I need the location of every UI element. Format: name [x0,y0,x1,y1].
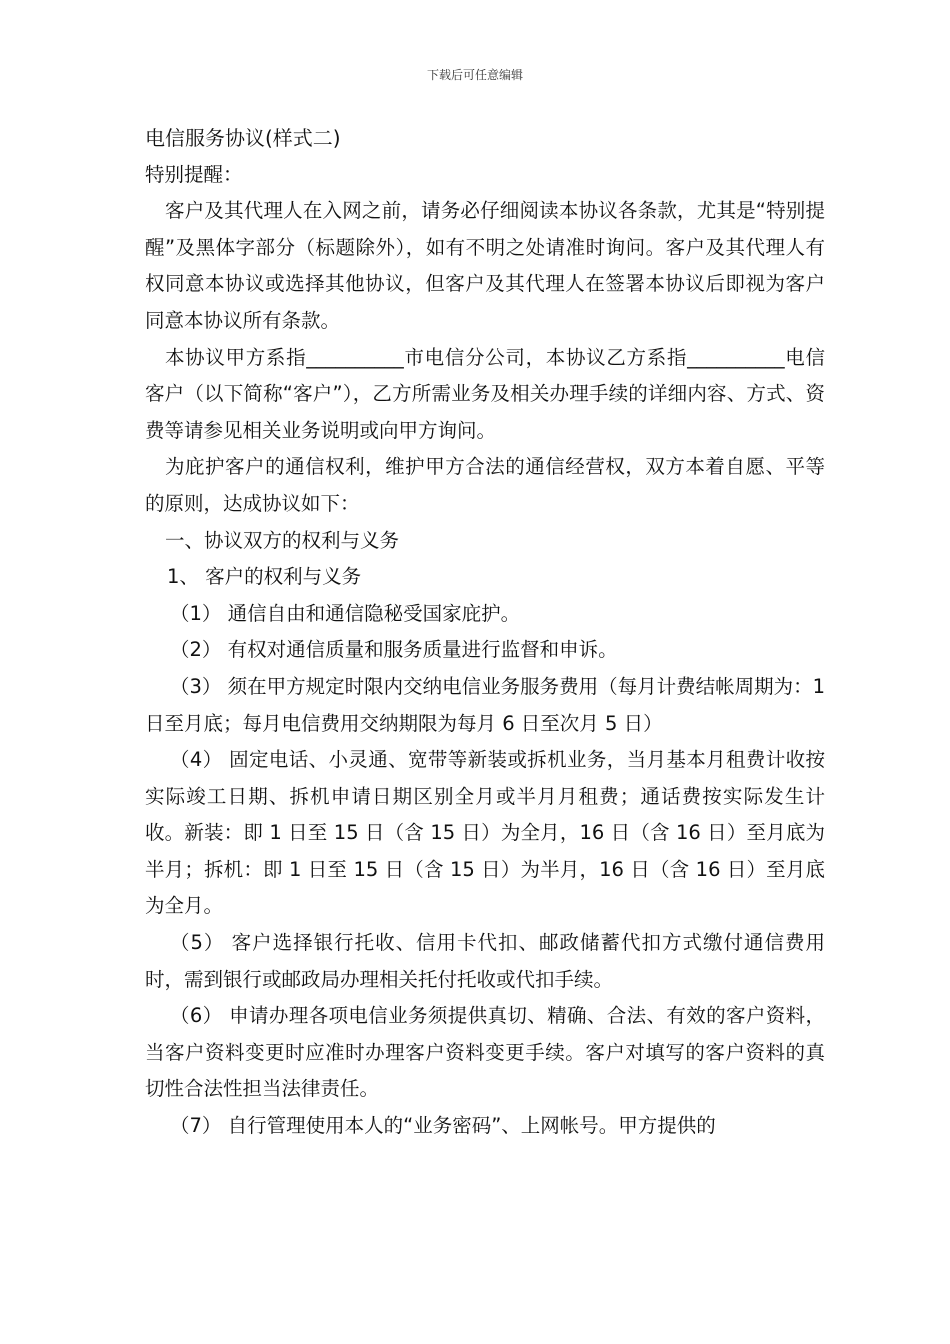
list-item: （1） 通信自由和通信隐秘受国家庇护。 [170,601,521,625]
paragraph-parties: 本协议甲方系指__________市电信分公司，本协议乙方系指__________电信客户（以下简称“客户”），乙方所需业务及相关办理手续的详细内容、方式、资费等请参见相关业务说明或向甲方询问。 [145,345,825,442]
paragraph-reminder: 客户及其代理人在入网之前，请务必仔细阅读本协议各条款，尤其是“特别提醒”及黑体字部分（标题除外），如有不明之处请准时询问。客户及其代理人有权同意本协议或选择其他协议，但客户及其代理人在签署本协议后即视为客户同意本协议所有条款。 [145,199,825,332]
reminder-heading: 特别提醒： [145,162,243,186]
list-item: （2） 有权对通信质量和服务质量进行监督和申诉。 [170,638,618,662]
list-item: （7） 自行管理使用本人的“业务密码”、上网帐号。甲方提供的 [170,1114,716,1138]
section-heading: 一、协议双方的权利与义务 [165,528,400,552]
subsection-heading: 1、 客户的权利与义务 [167,565,362,589]
list-item: （5） 客户选择银行托收、信用卡代扣、邮政储蓄代扣方式缴付通信费用时，需到银行或邮政局办理相关托付托收或代扣手续。 [145,931,825,991]
list-item: （4） 固定电话、小灵通、宽带等新装或拆机业务，当月基本月租费计收按实际竣工日期、拆机申请日期区别全月或半月月租费；通话费按实际发生计收。新装：即 1 日至 15 日（含 15 日）为全月，16 日（含 16 日）至月底为半月；拆机：即 1 日至 15 日（含 15 日）为半月，16 日（含 16 日）至月底为全月。 [145,748,825,918]
list-item: （6） 申请办理各项电信业务须提供真切、精确、合法、有效的客户资料，当客户资料变更时应准时办理客户资料变更手续。客户对填写的客户资料的真切性合法性担当法律责任。 [145,1004,825,1101]
paragraph-purpose: 为庇护客户的通信权利，维护甲方合法的通信经营权，双方本着自愿、平等的原则，达成协议如下： [145,455,825,515]
list-item: （3） 须在甲方规定时限内交纳电信业务服务费用（每月计费结帐周期为：1 日至月底；每月电信费用交纳期限为每月 6 日至次月 5 日） [145,674,826,735]
page-header-note: 下载后可任意编辑 [426,68,523,82]
document-body [145,120,825,1145]
document-title: 电信服务协议(样式二) [145,126,341,150]
